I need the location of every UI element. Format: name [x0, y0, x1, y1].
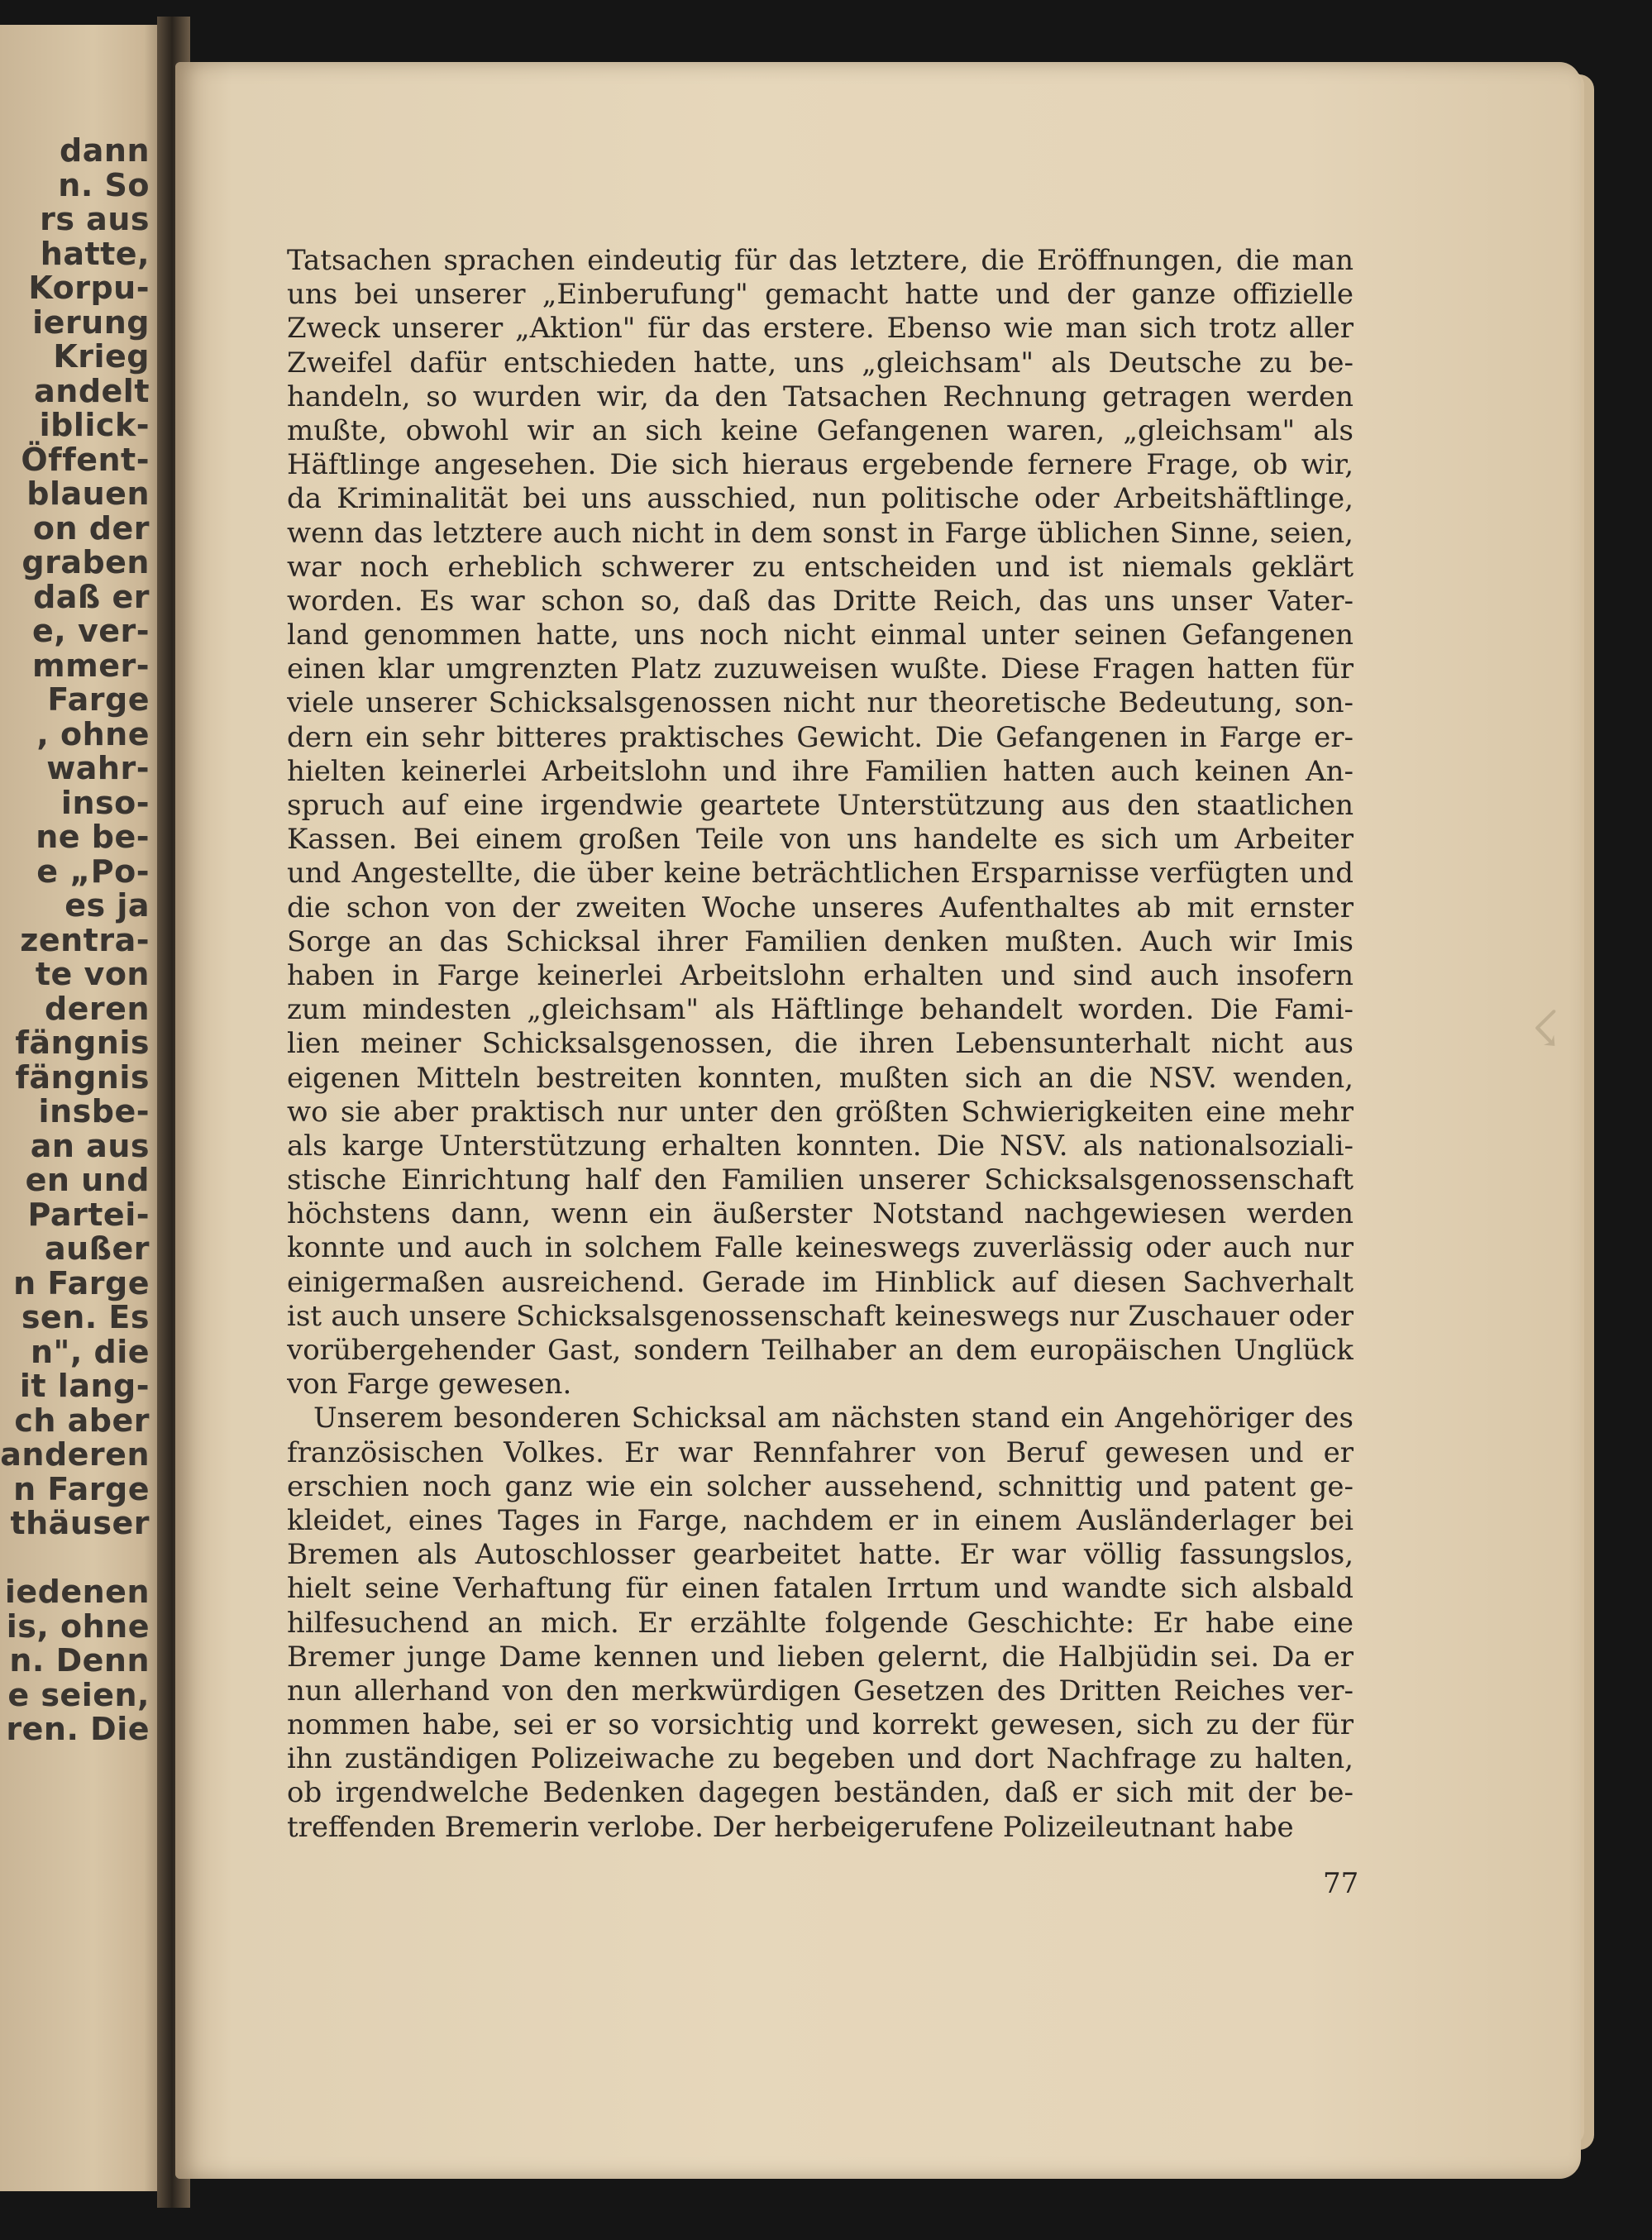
text-line: treffenden Bremerin verlobe. Der herbeigerufene Polizeileutnant habe: [287, 1810, 1294, 1844]
facing-page-fragment: Krieg: [53, 338, 150, 375]
text-line: hielten keinerlei Arbeitslohn und ihre Familien hatten auch keinen An-: [287, 754, 1354, 788]
facing-page-fragment: inso-: [60, 784, 150, 821]
facing-page-fragment: te von: [35, 956, 150, 992]
facing-page-fragment: e, ver-: [32, 613, 150, 649]
facing-page-fragment: blauen: [26, 475, 150, 512]
facing-page-fragment: ierung: [32, 303, 150, 341]
text-line: eigenen Mitteln bestreiten konnten, mußten sich an die NSV. wenden,: [287, 1061, 1354, 1095]
text-line: worden. Es war schon so, daß das Dritte Reich, das uns unser Vater-: [287, 584, 1354, 618]
facing-page-fragment: iedenen: [4, 1574, 150, 1610]
text-line: erschien noch ganz wie ein solcher aussehend, schnittig und patent ge-: [287, 1469, 1354, 1503]
facing-page-fragment: daß er: [33, 578, 150, 615]
facing-page-fragment: n", die: [30, 1333, 150, 1370]
text-line: uns bei unserer „Einberufung" gemacht hatte und der ganze offizielle: [287, 278, 1354, 312]
text-line: nommen habe, sei er so vorsichtig und korrekt gewesen, sich zu der für: [287, 1708, 1354, 1742]
facing-page-fragment: thäuser: [10, 1505, 150, 1541]
facing-page-fragment: rs aus: [40, 201, 150, 237]
text-line: land genommen hatte, uns noch nicht einmal unter seinen Gefangenen: [287, 619, 1354, 652]
facing-page-fragment: wahr-: [46, 750, 150, 786]
text-line: einigermaßen ausreichend. Gerade im Hinblick auf diesen Sachverhalt: [287, 1265, 1354, 1299]
text-line: viele unserer Schicksalsgenossen nicht nur theoretische Bedeutung, son-: [287, 686, 1354, 720]
facing-page-fragment: e „Po-: [36, 853, 150, 890]
facing-page-fragment: n Farge: [13, 1470, 150, 1507]
margin-mark: ☇: [1531, 1001, 1560, 1058]
text-line: vorübergehender Gast, sondern Teilhaber an dem europäischen Unglück: [287, 1334, 1354, 1367]
facing-page-fragment: n Farge: [13, 1264, 150, 1301]
text-line: kleidet, eines Tages in Farge, nachdem er in einem Ausländerlager bei: [287, 1503, 1354, 1537]
facing-page-fragment: insbe-: [38, 1093, 150, 1130]
facing-page-fragment: fängnis: [15, 1024, 150, 1061]
text-line: nun allerhand von den merkwürdigen Gesetzen des Dritten Reiches ver-: [287, 1674, 1354, 1707]
facing-page-fragment: mmer-: [32, 647, 150, 684]
text-line: ist auch unsere Schicksalsgenossenschaft keineswegs nur Zuschauer oder: [287, 1299, 1354, 1333]
text-line: französischen Volkes. Er war Rennfahrer von Beruf gewesen und er: [287, 1435, 1354, 1469]
facing-page-fragment: e seien,: [7, 1676, 150, 1713]
text-line: die schon von der zweiten Woche unseres Aufenthaltes ab mit ernster: [287, 891, 1354, 924]
facing-page-fragment: Korpu-: [28, 270, 150, 306]
text-line: hilfesuchend an mich. Er erzählte folgende Geschichte: Er habe eine: [287, 1606, 1354, 1640]
text-line: konnte und auch in solchem Falle keineswegs zuverlässig oder auch nur: [287, 1231, 1354, 1265]
facing-page: [0, 25, 169, 2191]
facing-page-fragment: it lang-: [19, 1368, 150, 1404]
text-line: höchstens dann, wenn ein äußerster Notstand nachgewiesen werden: [287, 1197, 1354, 1231]
facing-page-fragment: zentra-: [20, 921, 150, 958]
facing-page-fragment: deren: [44, 990, 150, 1027]
facing-page-fragment: außer: [44, 1230, 150, 1267]
text-line: lien meiner Schicksalsgenossen, die ihren Lebensunterhalt nicht aus: [287, 1027, 1354, 1061]
text-line: handeln, so wurden wir, da den Tatsachen Rechnung getragen werden: [287, 380, 1354, 413]
facing-page-fragment: iblick-: [39, 407, 150, 443]
facing-page-fragment: graben: [21, 544, 150, 580]
facing-page-fragment: hatte,: [40, 235, 150, 272]
facing-page-fragment: Partei-: [27, 1196, 150, 1233]
facing-page-fragment: ch aber: [14, 1402, 150, 1439]
facing-page-fragment: anderen: [0, 1436, 150, 1473]
facing-page-fragment: an aus: [30, 1127, 150, 1164]
facing-page-fragment: fängnis: [15, 1058, 150, 1096]
text-line: Tatsachen sprachen eindeutig für das letztere, die Eröffnungen, die man: [287, 244, 1354, 277]
facing-page-fragment: ren. Die: [6, 1711, 150, 1747]
text-line: Bremer junge Dame kennen und lieben gelernt, die Halbjüdin sei. Da er: [287, 1640, 1354, 1674]
text-line: zum mindesten „gleichsam" als Häftlinge behandelt worden. Die Fami-: [287, 993, 1354, 1027]
text-line: Zweifel dafür entschieden hatte, uns „gleichsam" als Deutsche zu be-: [287, 346, 1354, 380]
facing-page-fragment: dann: [60, 132, 150, 169]
text-line: einen klar umgrenzten Platz zuzuweisen wußte. Diese Fragen hatten für: [287, 652, 1354, 686]
text-line: Bremen als Autoschlosser gearbeitet hatte. Er war völlig fassungslos,: [287, 1538, 1354, 1572]
text-line: ihn zuständigen Polizeiwache zu begeben und dort Nachfrage zu halten,: [287, 1742, 1354, 1776]
text-line: Zweck unserer „Aktion" für das erstere. Ebenso wie man sich trotz aller: [287, 312, 1354, 346]
body-text: [287, 244, 1354, 1845]
text-line: da Kriminalität bei uns ausschied, nun politische oder Arbeitshäftlinge,: [287, 482, 1354, 516]
text-line: Häftlinge angesehen. Die sich hieraus ergebende fernere Frage, ob wir,: [287, 448, 1354, 482]
text-line: und Angestellte, die über keine beträchtlichen Ersparnisse verfügten und: [287, 857, 1354, 891]
text-line: Unserem besonderen Schicksal am nächsten stand ein Angehöriger des: [313, 1402, 1354, 1435]
text-line: wenn das letztere auch nicht in dem sonst in Farge üblichen Sinne, seien,: [287, 516, 1354, 550]
text-line: ob irgendwelche Bedenken dagegen beständen, daß er sich mit der be-: [287, 1776, 1354, 1810]
text-line: als karge Unterstützung erhalten konnten. Die NSV. als nationalsoziali-: [287, 1129, 1354, 1163]
facing-page-fragment: sen. Es: [21, 1299, 150, 1335]
text-line: hielt seine Verhaftung für einen fatalen Irrtum und wandte sich alsbald: [287, 1572, 1354, 1606]
facing-page-fragment: andelt: [34, 372, 150, 409]
facing-page-fragment: es ja: [64, 887, 150, 924]
facing-page-fragment: en und: [25, 1162, 150, 1198]
text-line: dern ein sehr bitteres praktisches Gewicht. Die Gefangenen in Farge er-: [287, 720, 1354, 754]
text-line: mußte, obwohl wir an sich keine Gefangenen waren, „gleichsam" als: [287, 413, 1354, 447]
text-line: Kassen. Bei einem großen Teile von uns handelte es sich um Arbeiter: [287, 823, 1354, 857]
text-line: wo sie aber praktisch nur unter den größten Schwierigkeiten eine mehr: [287, 1095, 1354, 1129]
facing-page-fragment: on der: [32, 509, 150, 547]
facing-page-fragment: n. So: [58, 166, 150, 203]
facing-page-fragment: , ohne: [36, 715, 150, 752]
facing-page-fragment: Öffent-: [21, 441, 150, 478]
text-line: war noch erheblich schwerer zu entscheiden und ist niemals geklärt: [287, 550, 1354, 584]
book-page: [175, 62, 1581, 2179]
text-line: von Farge gewesen.: [287, 1368, 572, 1402]
page-number: 77: [1323, 1867, 1359, 1900]
facing-page-fragment: n. Denn: [9, 1642, 150, 1679]
text-line: stische Einrichtung half den Familien unserer Schicksalsgenossenschaft: [287, 1163, 1354, 1197]
facing-page-fragment: ne be-: [36, 819, 150, 855]
text-line: haben in Farge keinerlei Arbeitslohn erhalten und sind auch insofern: [287, 958, 1354, 992]
facing-page-fragment: Farge: [47, 681, 150, 718]
text-line: Sorge an das Schicksal ihrer Familien denken mußten. Auch wir Imis: [287, 924, 1354, 958]
facing-page-fragment: is, ohne: [6, 1607, 150, 1645]
text-line: spruch auf eine irgendwie geartete Unterstützung aus den staatlichen: [287, 789, 1354, 822]
